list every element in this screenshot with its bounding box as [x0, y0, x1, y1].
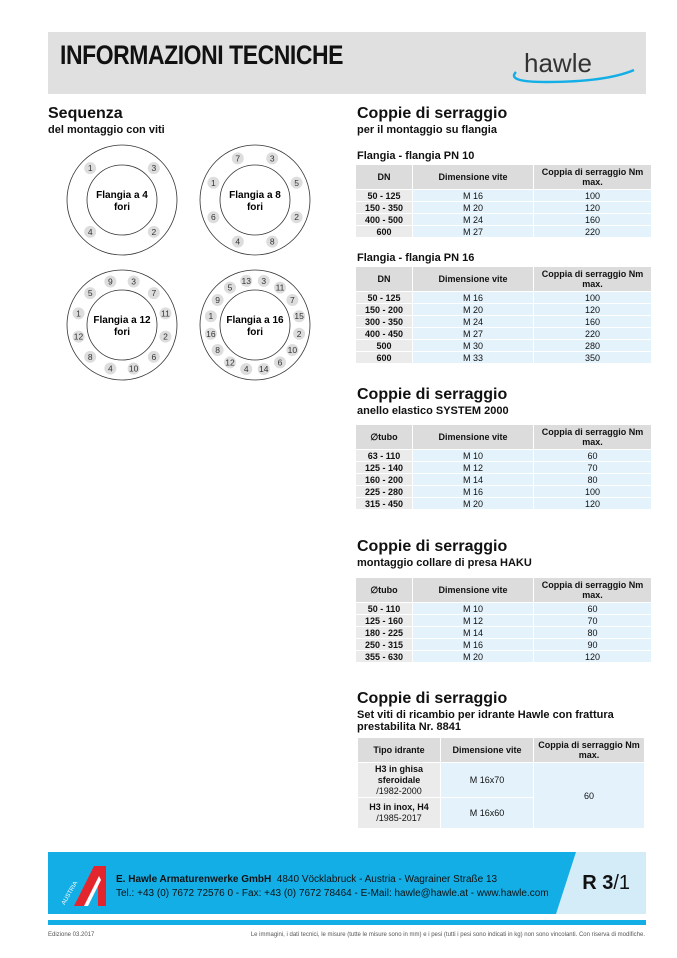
flange-diagram — [67, 145, 177, 255]
column-header: Dimensione vite — [413, 165, 533, 189]
table-row — [356, 214, 651, 225]
table-row — [356, 226, 651, 237]
table-row — [356, 651, 651, 662]
table-cell: 150 - 200 — [356, 304, 412, 315]
svg-text:AUSTRIA: AUSTRIA — [61, 880, 80, 906]
table-cell: 160 - 200 — [356, 474, 412, 485]
table-cell: 70 — [534, 462, 651, 473]
flange-label: Flangia a 12 — [93, 315, 151, 326]
table-cell: 125 - 160 — [356, 615, 412, 626]
table-row — [356, 328, 651, 339]
system2000-section — [357, 386, 509, 417]
section-title: Coppie di serraggio — [357, 538, 508, 555]
table-row — [356, 352, 651, 363]
bolt-number: 3 — [261, 275, 267, 286]
table-row — [356, 486, 651, 497]
table-cell: 60 — [534, 450, 651, 461]
table-cell: 160 — [534, 214, 651, 225]
edition: Edizione 03.2017 — [48, 932, 95, 938]
bolt-number: 3 — [131, 276, 137, 287]
bolt-number: 13 — [241, 275, 251, 286]
table-cell: 350 — [534, 352, 651, 363]
column-header: DN — [356, 165, 412, 189]
bolt-number: 3 — [269, 153, 275, 164]
bolt-number: 10 — [128, 363, 139, 374]
table-title: Flangia - flangia PN 10 — [357, 150, 475, 162]
bolt-number: 16 — [206, 328, 216, 339]
table-cell: M 20 — [413, 304, 533, 315]
table-row — [356, 292, 651, 303]
company-address: E. Hawle Armaturenwerke GmbH 4840 Vöcklabruck - Austria - Wagrainer Straße 13 — [116, 874, 498, 885]
table-cell: M 20 — [413, 498, 533, 509]
table-cell: M 20 — [413, 651, 533, 662]
table-row — [356, 202, 651, 213]
bolt-number: 5 — [294, 177, 299, 188]
table-cell: 150 - 350 — [356, 202, 412, 213]
section-title: Coppie di serraggio — [357, 105, 508, 122]
table-cell: 220 — [534, 328, 651, 339]
pn10-table — [355, 164, 652, 238]
table-cell: 60 — [534, 603, 651, 614]
footer-banner — [48, 852, 646, 914]
table-cell: 400 - 500 — [356, 214, 412, 225]
bolt-number: 15 — [294, 311, 304, 322]
table-cell: M 16x70 — [441, 763, 533, 797]
contact-line: Tel.: +43 (0) 7672 72576 0 - Fax: +43 (0) 7672 78464 - E-Mail: hawle@hawle.at - www.hawle.com — [116, 888, 549, 899]
table-cell: 63 - 110 — [356, 450, 412, 461]
table-cell: 400 - 450 — [356, 328, 412, 339]
table-cell: M 16 — [413, 292, 533, 303]
table-cell: M 16x60 — [441, 798, 533, 828]
table-cell: 80 — [534, 474, 651, 485]
table-cell: M 33 — [413, 352, 533, 363]
table-cell: 280 — [534, 340, 651, 351]
column-header: DN — [356, 267, 412, 291]
hydrant-section — [357, 690, 617, 733]
bolt-number: 7 — [235, 153, 241, 164]
table-cell: 80 — [534, 627, 651, 638]
table-cell: 100 — [534, 292, 651, 303]
table-cell: M 27 — [413, 226, 533, 237]
flange-label: Flangia a 4 — [96, 190, 148, 201]
column-header: ∅tubo — [356, 578, 412, 602]
column-header: Tipo idrante — [358, 738, 440, 762]
bolt-number: 12 — [225, 357, 235, 368]
bolt-number: 8 — [215, 345, 220, 356]
flange-diagrams — [55, 140, 335, 390]
table-row — [356, 615, 651, 626]
bolt-number: 10 — [287, 345, 298, 356]
bolt-number: 4 — [87, 226, 93, 237]
table-row — [356, 316, 651, 327]
bolt-number: 2 — [296, 328, 302, 339]
austria-flag-logo — [54, 862, 109, 906]
table-cell: 50 - 110 — [356, 603, 412, 614]
bolt-number: 2 — [294, 212, 299, 223]
bolt-number: 6 — [277, 357, 283, 368]
column-header: Dimensione vite — [413, 425, 533, 449]
table-row — [356, 603, 651, 614]
table-cell: M 14 — [413, 474, 533, 485]
bolt-number: 1 — [208, 311, 214, 322]
bolt-number: 14 — [259, 364, 269, 375]
table-row — [356, 462, 651, 473]
section-subtitle: anello elastico SYSTEM 2000 — [357, 405, 509, 417]
header — [48, 32, 646, 94]
bolt-number: 7 — [290, 294, 295, 305]
column-header: Coppia di serraggio Nm max. — [534, 738, 644, 762]
table-cell: 500 — [356, 340, 412, 351]
table-cell: 50 - 125 — [356, 190, 412, 201]
table-cell: 160 — [534, 316, 651, 327]
page-number: R 3/1 — [582, 872, 630, 894]
bolt-number: 6 — [211, 212, 216, 223]
table-cell: 90 — [534, 639, 651, 650]
bolt-number: 8 — [269, 236, 275, 247]
section-subtitle: per il montaggio su flangia — [357, 124, 497, 136]
table-cell: 120 — [534, 202, 651, 213]
table-row — [356, 639, 651, 650]
column-header: Coppia di serraggio Nm max. — [534, 425, 651, 449]
table-cell: 120 — [534, 304, 651, 315]
table-row — [356, 498, 651, 509]
table-cell: M 27 — [413, 328, 533, 339]
table-cell: 315 - 450 — [356, 498, 412, 509]
table-cell: 120 — [534, 651, 651, 662]
bolt-number: 2 — [151, 226, 157, 237]
column-header: Coppia di serraggio Nm max. — [534, 578, 651, 602]
page-title: INFORMAZIONI TECNICHE — [60, 40, 344, 70]
table-cell: M 16 — [413, 486, 533, 497]
table-cell: M 10 — [413, 450, 533, 461]
table-cell: 300 - 350 — [356, 316, 412, 327]
bolt-number: 9 — [107, 276, 113, 287]
table-cell: M 16 — [413, 639, 533, 650]
column-header: Dimensione vite — [413, 267, 533, 291]
hydrant-type: H3 in inox, H4 /1985-2017 — [358, 798, 440, 828]
flange-label: fori — [246, 202, 264, 213]
table-cell: M 10 — [413, 603, 533, 614]
hydrant-table — [357, 737, 645, 829]
column-header: Dimensione vite — [441, 738, 533, 762]
bolt-number: 4 — [235, 236, 241, 247]
table-cell: M 24 — [413, 214, 533, 225]
section-title: Coppie di serraggio — [357, 690, 508, 707]
table-row — [356, 190, 651, 201]
bolt-number: 1 — [76, 308, 81, 319]
table-cell: M 24 — [413, 316, 533, 327]
table-row — [356, 304, 651, 315]
flange-diagram — [200, 145, 310, 255]
flange-diagram — [200, 270, 310, 380]
table-cell: M 30 — [413, 340, 533, 351]
bolt-number: 11 — [275, 282, 285, 293]
table-cell: 600 — [356, 226, 412, 237]
haku-table — [355, 577, 652, 663]
table-cell: 250 - 315 — [356, 639, 412, 650]
bolt-number: 9 — [215, 294, 220, 305]
bolt-number: 4 — [107, 363, 113, 374]
bolt-number: 11 — [161, 308, 170, 319]
table-cell: 120 — [534, 498, 651, 509]
sequence-section — [48, 105, 165, 136]
flange-label: fori — [113, 202, 131, 213]
table-row — [356, 474, 651, 485]
table-cell: M 20 — [413, 202, 533, 213]
bolt-number: 5 — [87, 288, 93, 299]
column-header: Dimensione vite — [413, 578, 533, 602]
table-cell: 355 - 630 — [356, 651, 412, 662]
table-cell: 600 — [356, 352, 412, 363]
table-cell: 225 - 280 — [356, 486, 412, 497]
bolt-number: 1 — [211, 177, 216, 188]
flange-label: fori — [246, 327, 264, 338]
torque-flange-section — [357, 105, 507, 136]
table-cell: 100 — [534, 486, 651, 497]
hawle-logo — [506, 42, 636, 87]
table-cell: 125 - 140 — [356, 462, 412, 473]
flange-label: Flangia a 8 — [229, 190, 281, 201]
table-cell: M 12 — [413, 615, 533, 626]
table-cell: 50 - 125 — [356, 292, 412, 303]
table-cell: M 12 — [413, 462, 533, 473]
system2000-table — [355, 424, 652, 510]
flange-label: fori — [113, 327, 131, 338]
pn16-table — [355, 266, 652, 364]
table-row — [356, 450, 651, 461]
svg-text:hawle: hawle — [524, 48, 592, 78]
table-cell: 220 — [534, 226, 651, 237]
footer-bar — [48, 920, 646, 925]
table-title: Flangia - flangia PN 16 — [357, 252, 475, 264]
disclaimer: Le immagini, i dati tecnici, le misure (tutte le misure sono in mm) e i pesi (tutti i pesi sono indicati in kg) non sono vincolanti. Con riserva di modifiche. — [250, 932, 645, 938]
column-header: Coppia di serraggio Nm max. — [534, 267, 651, 291]
section-subtitle: montaggio collare di presa HAKU — [357, 557, 532, 569]
bolt-number: 5 — [227, 282, 233, 293]
haku-section — [357, 538, 532, 569]
column-header: ∅tubo — [356, 425, 412, 449]
table-cell: 70 — [534, 615, 651, 626]
table-row — [356, 627, 651, 638]
bolt-number: 7 — [151, 288, 157, 299]
bolt-number: 3 — [151, 163, 157, 174]
table-cell: M 16 — [413, 190, 533, 201]
bolt-number: 12 — [73, 331, 84, 342]
table-cell: 100 — [534, 190, 651, 201]
flange-diagram — [67, 270, 177, 380]
bolt-number: 1 — [87, 163, 93, 174]
table-cell: 60 — [534, 763, 644, 828]
bolt-number: 6 — [151, 351, 157, 362]
bolt-number: 2 — [163, 331, 168, 342]
section-title: Coppie di serraggio — [357, 386, 508, 403]
column-header: Coppia di serraggio Nm max. — [534, 165, 651, 189]
hydrant-type: H3 in ghisa sferoidale /1982-2000 — [358, 763, 440, 797]
table-row — [356, 340, 651, 351]
table-cell: 180 - 225 — [356, 627, 412, 638]
flange-label: Flangia a 16 — [226, 315, 284, 326]
bolt-number: 4 — [243, 364, 249, 375]
section-subtitle: Set viti di ricambio per idrante Hawle con frattura prestabilita Nr. 8841 — [357, 709, 614, 733]
section-title: Sequenza — [48, 105, 123, 122]
bolt-number: 8 — [87, 351, 93, 362]
section-subtitle: del montaggio con viti — [48, 124, 165, 136]
table-cell: M 14 — [413, 627, 533, 638]
